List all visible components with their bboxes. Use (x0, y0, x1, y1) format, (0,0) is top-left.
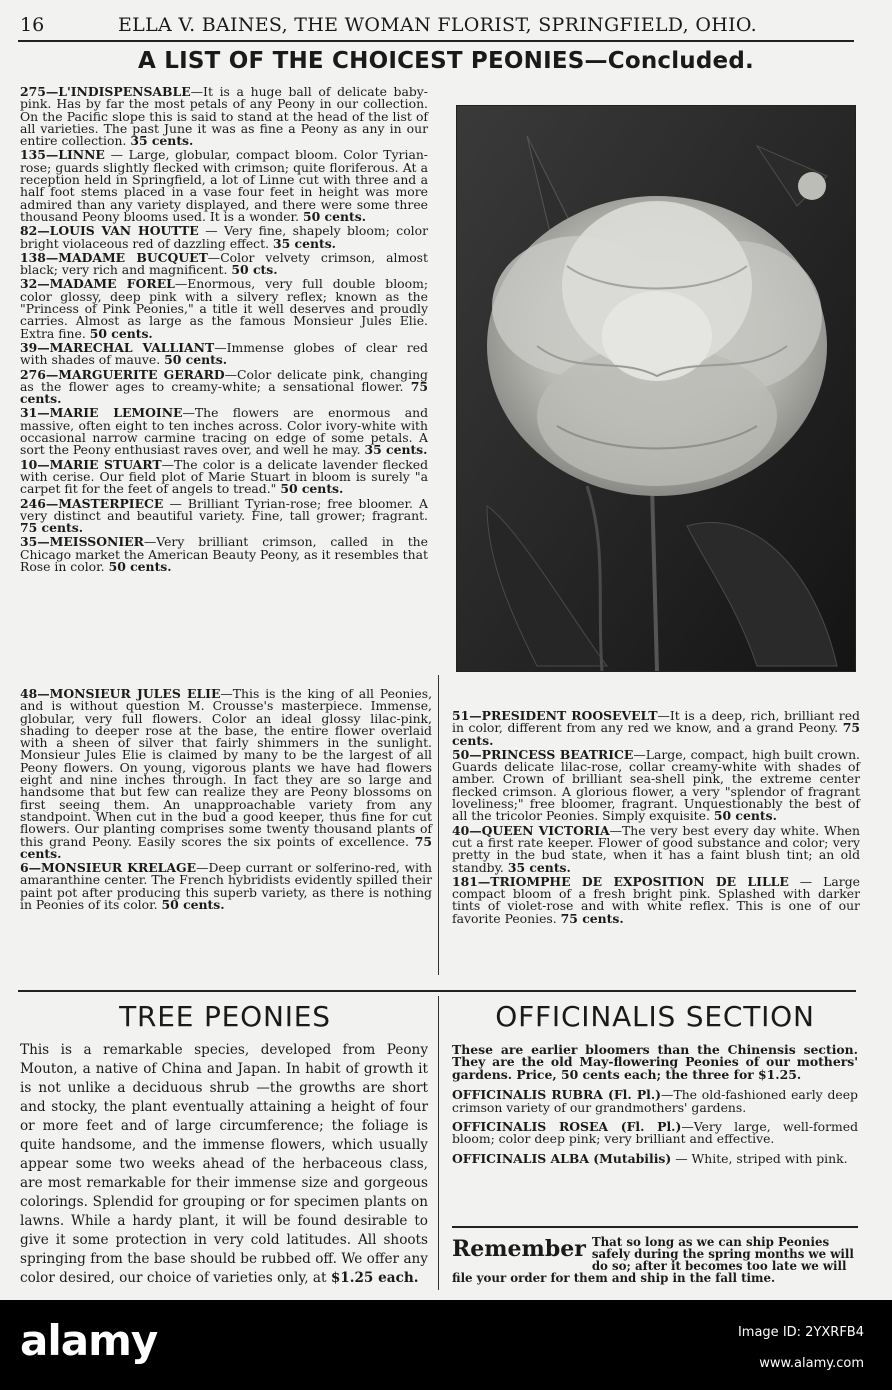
list-item: OFFICINALIS ALBA (Mutabilis) — White, striped with pink. (452, 1150, 848, 1166)
list-item: 32—MADAME FOREL—Enormous, very full double bloom; color glossy, deep pink with a silvery reflex; known as the "Princess of Pink Peonies," a title it well deserves and proudly carries. Almost as large as the famous Monsieur Jules Elie. Extra fine. 50 cents. (20, 276, 429, 341)
list-item: 6—MONSIEUR KRELAGE—Deep currant or solferino-red, with amaranthine center. The French hybridists evidently spilled their paint pot after producing this superb variety, as there is nothing in Peonies of its color. 50 cents. (20, 860, 432, 913)
list-item: 10—MARIE STUART—The color is a delicate lavender flecked with cerise. Our field plot of Marie Stuart in bloom is surely "a carpet fit for the feet of angels to tread." 50 cents. (20, 456, 428, 497)
list-item: 181—TRIOMPHE DE EXPOSITION DE LILLE — Large compact bloom of a fresh bright pink. Splashed with darker tints of violet-rose and with white reflex. This is one of our favorite Peonies. 75 cents. (452, 873, 860, 926)
list-item: OFFICINALIS ROSEA (Fl. Pl.)—Very large, well-formed bloom; color deep pink; very brilliant and effective. (452, 1119, 859, 1147)
column-divider (438, 675, 439, 975)
peony-flower-icon (457, 106, 855, 671)
section-rule (18, 990, 856, 992)
list-item: 138—MADAME BUCQUET—Color velvety crimson, almost black; very rich and magnificent. 50 cts. (20, 249, 429, 278)
list-item: 35—MEISSONIER—Very brilliant crimson, called in the Chicago market the American Beauty Peony, as it resembles that Rose in color. 50 cents. (20, 534, 428, 574)
tree-peonies-body: This is a remarkable species, developed from Peony Mouton, a native of China and Japan. In habit of growth it is not unlike a deciduous shrub —the growths are short and stocky, the plant eventually attaining a height of four or more feet and of large circumference; the foliage is quite handsome, and the immense flowers, which usually appear some two weeks ahead of the herbaceous class, are most remarkable for their immense size and gorgeous colorings. Splendid for grouping or for specimen plants on lawns. While a hardy plant, it will be found desirable to give it some protection in very cold latitudes. All shoots springing from the base should be rubbed off. We offer any color desired, our choice of varieties only, at $1.25 each. (20, 1042, 428, 1286)
remember-note (452, 1236, 858, 1284)
list-item: 50—PRINCESS BEATRICE—Large, compact, high built crown. Guards delicate lilac-rose, collar creamy-white with shades of amber. Crown of brilliant sea-shell pink, the extreme center flecked crimson. A glorious flower, a very "splendor of fragrant loveliness;" free bloomer, fragrant. Unquestionably the best of all the tricolor Peonies. Simply exquisite. 50 cents. (452, 746, 860, 824)
list-item: 135—LINNE — Large, globular, compact bloom. Color Tyrian-rose; guards slightly flecked with crimson; quite floriferous. At a reception held in Springfield, a lot of Linne cut with three and a half foot stems placed in a vase four feet in height was more admired than any variety displayed, and there were some three thousand Peony blooms used. It is a wonder. 50 cents. (20, 147, 428, 224)
header-rule (18, 40, 854, 42)
remember-rule (452, 1226, 858, 1228)
page-number: 16 (20, 14, 45, 36)
running-head: ELLA V. BAINES, THE WOMAN FLORIST, SPRINGFIELD, OHIO. (118, 14, 757, 36)
source-url: www.alamy.com (759, 1356, 864, 1371)
list-item: 82—LOUIS VAN HOUTTE — Very fine, shapely bloom; color bright violaceous red of dazzling effect. 35 cents. (20, 223, 428, 251)
peony-photo (456, 105, 856, 672)
image-id: Image ID: 2YXRFB4 (737, 1325, 864, 1340)
remember-word: Remember (452, 1236, 586, 1262)
page-title: A LIST OF THE CHOICEST PEONIES—Concluded. (138, 48, 754, 74)
list-item: 31—MARIE LEMOINE—The flowers are enormous and massive, often eight to ten inches across. Color ivory-white with occasional narrow carmine tracing on edge of some petals. A sort the Peony enthusiast raves over, and well he may. 35 cents. (20, 405, 428, 458)
officinalis-heading: OFFICINALIS SECTION (495, 1000, 815, 1033)
peony-list-right (452, 710, 860, 927)
alamy-logo: alamy (20, 1316, 158, 1365)
list-item: 276—MARGUERITE GERARD—Color delicate pink, changing as the flower ages to creamy-white; a sensational flower. 75 cents. (20, 366, 428, 407)
list-item: 246—MASTERPIECE — Brilliant Tyrian-rose; free bloomer. A very distinct and beautiful variety. Fine, tall grower; fragrant. 75 cents. (20, 495, 428, 536)
tree-peonies-heading: TREE PEONIES (119, 1000, 331, 1033)
officinalis-intro: These are earlier bloomers than the Chinensis section. They are the old May-flowering Peonies of our mothers' gardens. Price, 50 cents each; the three for $1.25. (452, 1042, 858, 1082)
list-item: 51—PRESIDENT ROOSEVELT—It is a deep, rich, brilliant red in color, different from any red we know, and a grand Peony. 75 cents. (452, 708, 860, 748)
list-item: 39—MARECHAL VALLIANT—Immense globes of clear red with shades of mauve. 50 cents. (20, 339, 428, 368)
list-item: 48—MONSIEUR JULES ELIE—This is the king of all Peonies, and is without question M. Crousse's masterpiece. Immense, globular, very full flowers. Color an ideal glossy lilac-pink, shading to deeper rose at the base, the entire flower overlaid with a sheen of silver that fairly shimmers in the sunlight. Monsieur Jules Elie is claimed by many to be the largest of all Peony flowers. On young, vigorous plants we have had flowers eight and nine inches through. In fact they are so large and handsome that but few can realize they are Peony blossoms on first seeing them. An unapproachable variety from any standpoint. When cut in the bud a good keeper, thus fine for cut flowers. Our planting comprises some twenty thousand plants of this grand Peony. Easily scores the six points of excellence. 75 cents. (20, 686, 433, 861)
column-divider (438, 996, 439, 1290)
list-item: OFFICINALIS RUBRA (Fl. Pl.)—The old-fashioned early deep crimson variety of our grandmothers' gardens. (452, 1087, 858, 1115)
remember-text: That so long as we can ship Peonies safely during the spring months we will do so; after it becomes too late we will file your order for them and ship in the fall time. (452, 1235, 854, 1285)
peony-list-left (20, 86, 428, 575)
list-item: 275—L'INDISPENSABLE—It is a huge ball of delicate baby-pink. Has by far the most petals of any Peony in our collection. On the Pacific slope this is said to stand at the head of the list of all varieties. The past June it was as fine a Peony as any in our entire collection. 35 cents. (20, 84, 428, 149)
peony-list-left-bottom (20, 688, 432, 913)
list-item: 40—QUEEN VICTORIA—The very best every day white. When cut a first rate keeper. Flower of good substance and color; very pretty in the bud state, when it has a faint blush tint; an old standby. 35 cents. (452, 822, 860, 875)
officinalis-body (452, 1044, 858, 1172)
